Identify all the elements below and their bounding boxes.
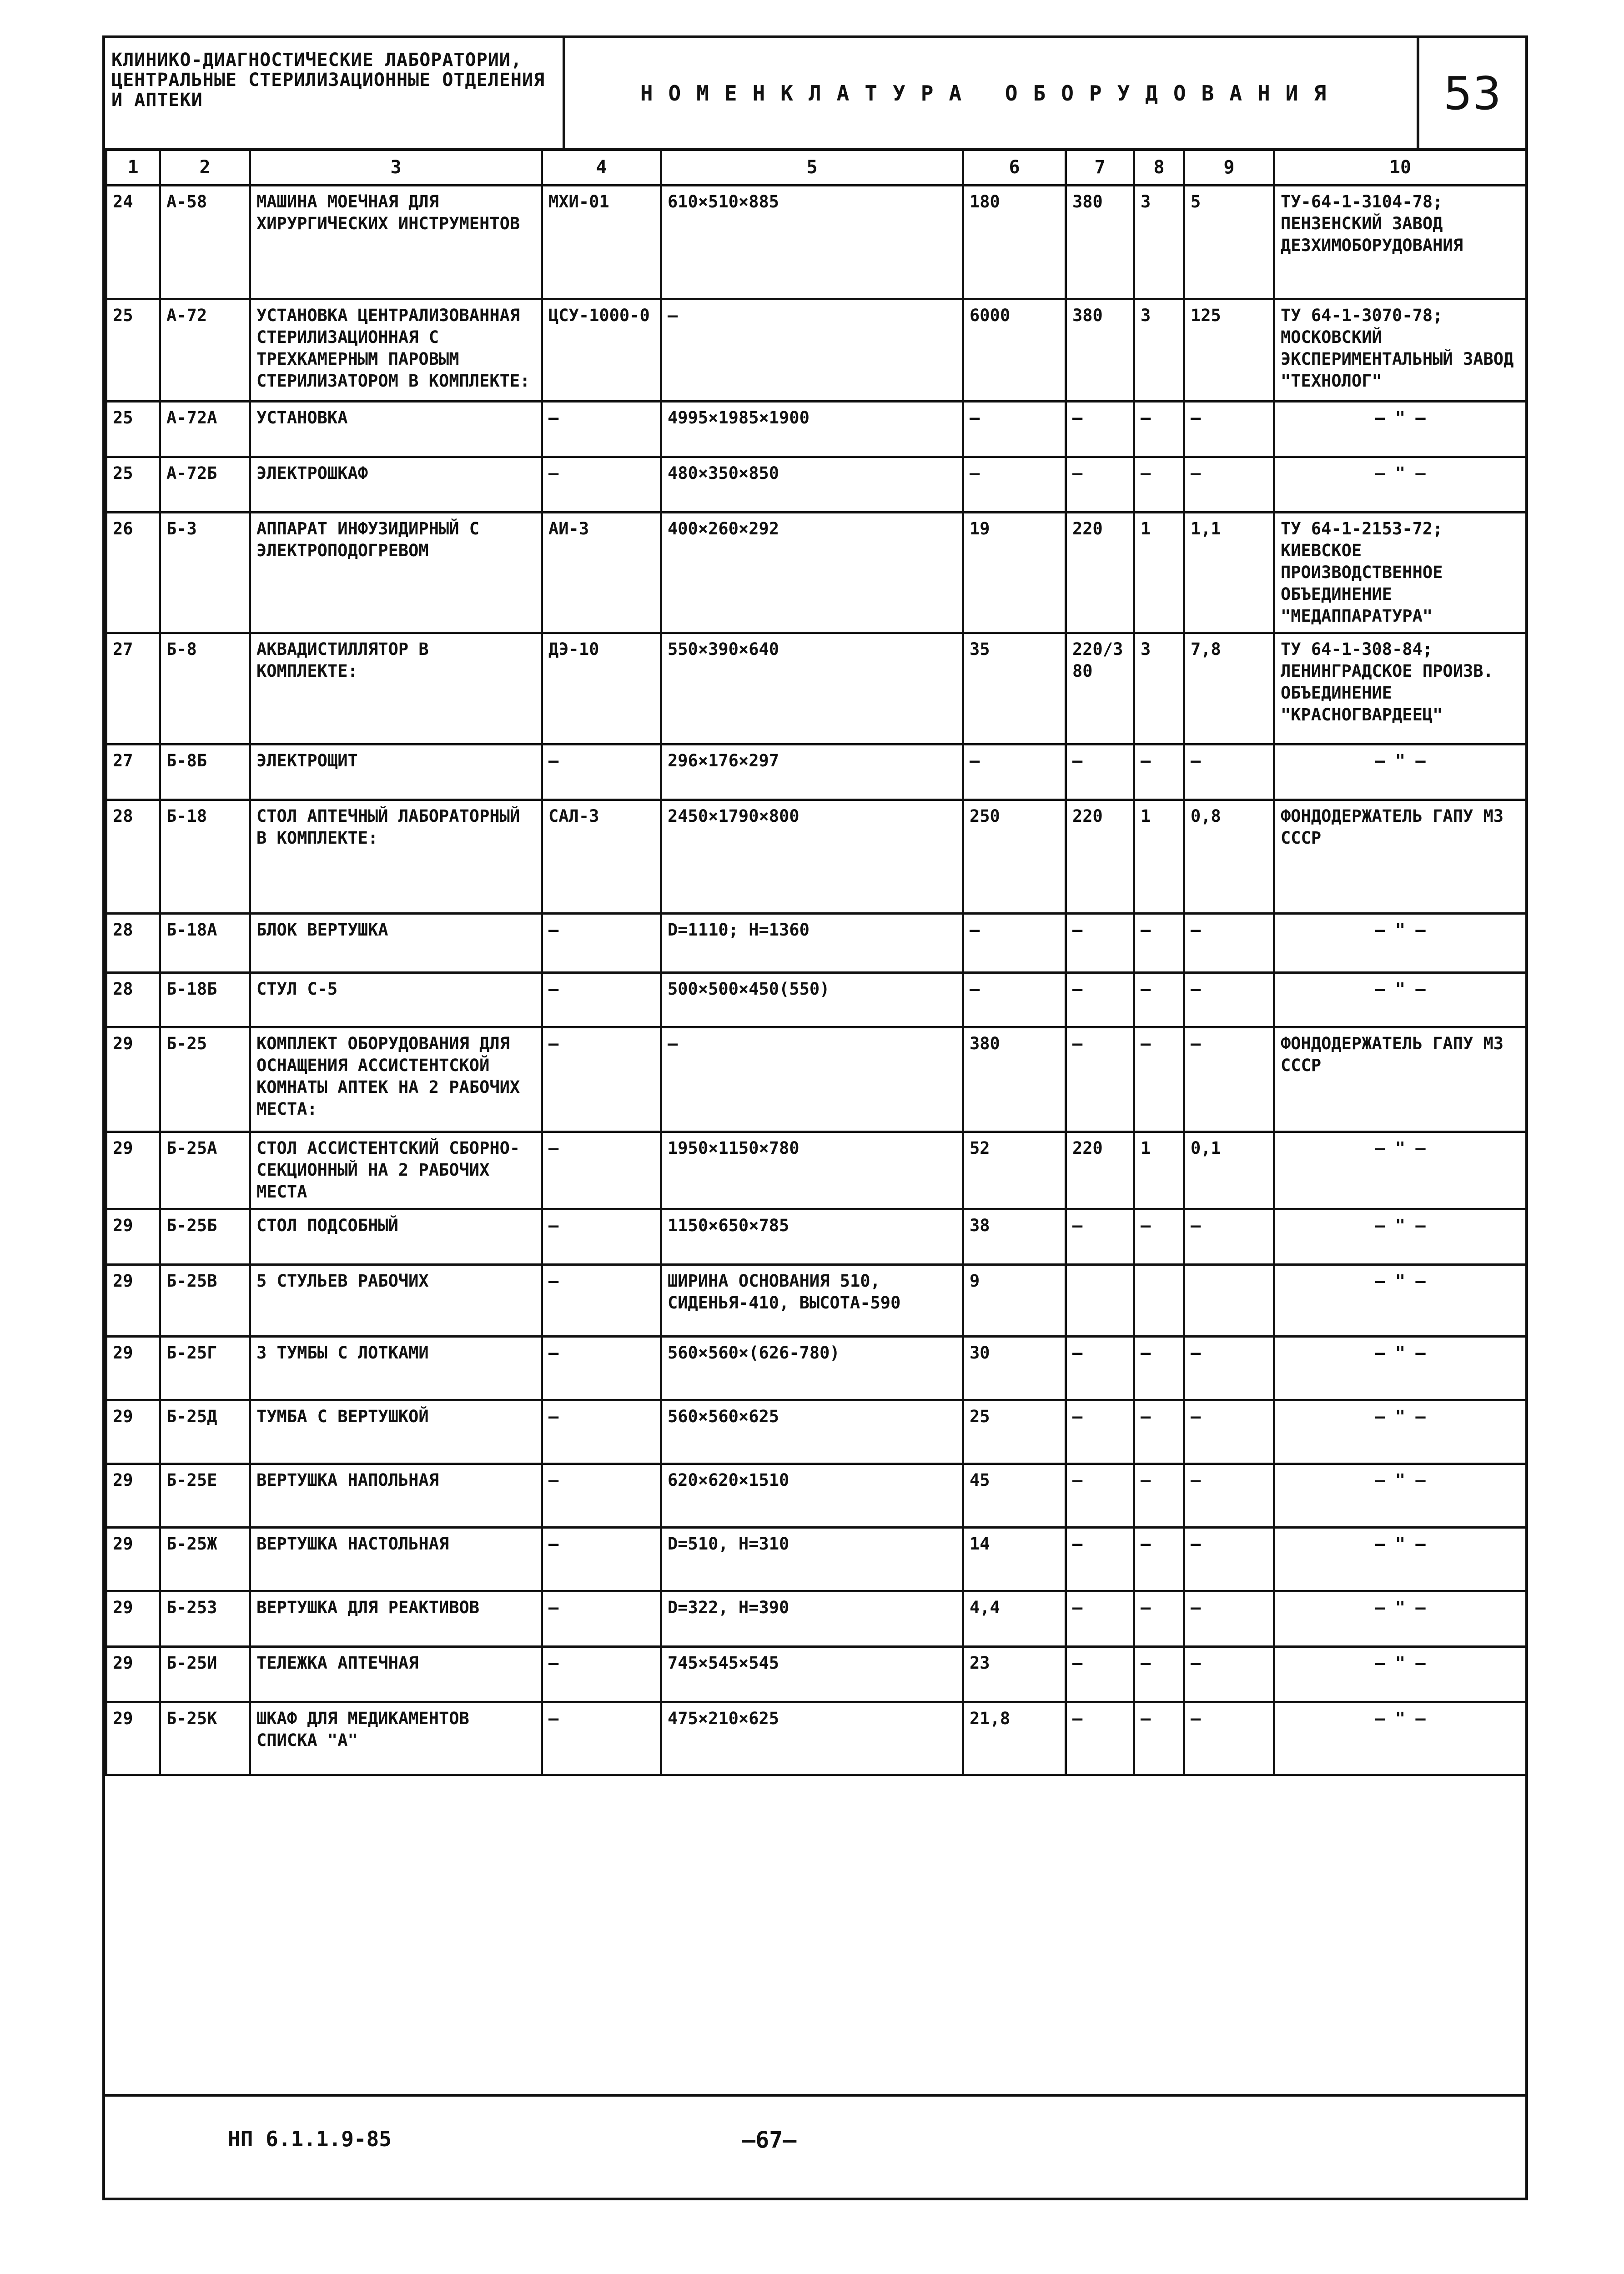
- voltage: 380: [1066, 299, 1134, 402]
- model: —: [542, 1132, 661, 1209]
- model: —: [542, 457, 661, 513]
- equipment-code: А-72А: [160, 402, 250, 457]
- supplier-notes: — " —: [1274, 1702, 1527, 1775]
- weight: 6000: [963, 299, 1066, 402]
- row-number: 25: [106, 402, 160, 457]
- voltage: —: [1066, 1337, 1134, 1400]
- equipment-name: 5 СТУЛЬЕВ РАБОЧИХ: [250, 1265, 542, 1337]
- column-number-row: [106, 150, 1527, 186]
- phases: 3: [1134, 186, 1184, 299]
- equipment-code: Б-25Б: [160, 1209, 250, 1265]
- column-number: 9: [1184, 150, 1274, 186]
- supplier-notes: — " —: [1274, 1337, 1527, 1400]
- equipment-name: СТОЛ АССИСТЕНТСКИЙ СБОРНО-СЕКЦИОННЫЙ НА 2 РАБОЧИХ МЕСТА: [250, 1132, 542, 1209]
- equipment-code: Б-25Ж: [160, 1528, 250, 1591]
- supplier-notes: — " —: [1274, 1132, 1527, 1209]
- dimensions: 4995×1985×1900: [661, 402, 963, 457]
- supplier-notes: — " —: [1274, 402, 1527, 457]
- row-number: 29: [106, 1702, 160, 1775]
- supplier-notes: — " —: [1274, 914, 1527, 973]
- table-row: [106, 1027, 1527, 1132]
- phases: —: [1134, 1027, 1184, 1132]
- model: —: [542, 1400, 661, 1464]
- table-row: [106, 745, 1527, 800]
- dimensions: —: [661, 1027, 963, 1132]
- phases: —: [1134, 745, 1184, 800]
- model: —: [542, 402, 661, 457]
- equipment-code: Б-25И: [160, 1647, 250, 1702]
- column-number: 7: [1066, 150, 1134, 186]
- row-number: 29: [106, 1265, 160, 1337]
- phases: 1: [1134, 800, 1184, 914]
- supplier-notes: ТУ 64-1-308-84; ЛЕНИНГРАДСКОЕ ПРОИЗВ. ОБЪЕДИНЕНИЕ "КРАСНОГВАРДЕЕЦ": [1274, 633, 1527, 745]
- row-number: 28: [106, 914, 160, 973]
- weight: 23: [963, 1647, 1066, 1702]
- column-number: 2: [160, 150, 250, 186]
- dimensions: 1950×1150×780: [661, 1132, 963, 1209]
- row-number: 29: [106, 1209, 160, 1265]
- supplier-notes: ТУ 64-1-2153-72; КИЕВСКОЕ ПРОИЗВОДСТВЕННОЕ ОБЪЕДИНЕНИЕ "МЕДАППАРАТУРА": [1274, 513, 1527, 633]
- power: —: [1184, 1400, 1274, 1464]
- dimensions: 296×176×297: [661, 745, 963, 800]
- row-number: 26: [106, 513, 160, 633]
- phases: —: [1134, 1464, 1184, 1528]
- row-number: 24: [106, 186, 160, 299]
- equipment-name: ВЕРТУШКА ДЛЯ РЕАКТИВОВ: [250, 1591, 542, 1647]
- equipment-name: ШКАФ ДЛЯ МЕДИКАМЕНТОВ СПИСКА "А": [250, 1702, 542, 1775]
- supplier-notes: — " —: [1274, 1464, 1527, 1528]
- voltage: —: [1066, 745, 1134, 800]
- equipment-name: 3 ТУМБЫ С ЛОТКАМИ: [250, 1337, 542, 1400]
- supplier-notes: ФОНДОДЕРЖАТЕЛЬ ГАПУ МЗ СССР: [1274, 800, 1527, 914]
- column-number: 8: [1134, 150, 1184, 186]
- table-row: [106, 800, 1527, 914]
- voltage: —: [1066, 1702, 1134, 1775]
- column-number: 1: [106, 150, 160, 186]
- power: —: [1184, 745, 1274, 800]
- table-row: [106, 914, 1527, 973]
- weight: —: [963, 457, 1066, 513]
- table-row: [106, 299, 1527, 402]
- power: —: [1184, 1027, 1274, 1132]
- dimensions: 560×560×625: [661, 1400, 963, 1464]
- weight: —: [963, 745, 1066, 800]
- power: —: [1184, 457, 1274, 513]
- table-row: [106, 1337, 1527, 1400]
- dimensions: —: [661, 299, 963, 402]
- phases: —: [1134, 457, 1184, 513]
- equipment-name: УСТАНОВКА: [250, 402, 542, 457]
- row-number: 29: [106, 1400, 160, 1464]
- supplier-notes: — " —: [1274, 745, 1527, 800]
- model: —: [542, 973, 661, 1027]
- power: 125: [1184, 299, 1274, 402]
- table-row: [106, 1591, 1527, 1647]
- voltage: —: [1066, 914, 1134, 973]
- table-row: [106, 1209, 1527, 1265]
- supplier-notes: — " —: [1274, 1591, 1527, 1647]
- row-number: 25: [106, 299, 160, 402]
- equipment-name: АППАРАТ ИНФУЗИДИРНЫЙ С ЭЛЕКТРОПОДОГРЕВОМ: [250, 513, 542, 633]
- row-number: 29: [106, 1647, 160, 1702]
- power: —: [1184, 402, 1274, 457]
- model: —: [542, 1209, 661, 1265]
- phases: —: [1134, 1209, 1184, 1265]
- phases: —: [1134, 1647, 1184, 1702]
- phases: 3: [1134, 633, 1184, 745]
- document-sheet: [102, 35, 1528, 2200]
- model: —: [542, 1464, 661, 1528]
- phases: 3: [1134, 299, 1184, 402]
- dimensions: ШИРИНА ОСНОВАНИЯ 510, СИДЕНЬЯ-410, ВЫСОТА-590: [661, 1265, 963, 1337]
- equipment-code: Б-3: [160, 513, 250, 633]
- weight: —: [963, 914, 1066, 973]
- equipment-code: Б-18А: [160, 914, 250, 973]
- power: —: [1184, 1528, 1274, 1591]
- voltage: [1066, 1265, 1134, 1337]
- model: САЛ-3: [542, 800, 661, 914]
- voltage: —: [1066, 973, 1134, 1027]
- column-number: 6: [963, 150, 1066, 186]
- weight: 4,4: [963, 1591, 1066, 1647]
- voltage: —: [1066, 402, 1134, 457]
- power: —: [1184, 1647, 1274, 1702]
- weight: 19: [963, 513, 1066, 633]
- power: —: [1184, 973, 1274, 1027]
- row-number: 29: [106, 1027, 160, 1132]
- weight: 38: [963, 1209, 1066, 1265]
- equipment-name: МАШИНА МОЕЧНАЯ ДЛЯ ХИРУРГИЧЕСКИХ ИНСТРУМЕНТОВ: [250, 186, 542, 299]
- page-number: —67—: [742, 2127, 797, 2153]
- row-number: 27: [106, 745, 160, 800]
- supplier-notes: — " —: [1274, 1647, 1527, 1702]
- voltage: 220: [1066, 1132, 1134, 1209]
- equipment-name: КОМПЛЕКТ ОБОРУДОВАНИЯ ДЛЯ ОСНАЩЕНИЯ АССИСТЕНТСКОЙ КОМНАТЫ АПТЕК НА 2 РАБОЧИХ МЕСТА:: [250, 1027, 542, 1132]
- power: —: [1184, 914, 1274, 973]
- supplier-notes: — " —: [1274, 1400, 1527, 1464]
- equipment-code: Б-25В: [160, 1265, 250, 1337]
- table-row: [106, 1265, 1527, 1337]
- power: 1,1: [1184, 513, 1274, 633]
- power: —: [1184, 1591, 1274, 1647]
- voltage: —: [1066, 1400, 1134, 1464]
- weight: 30: [963, 1337, 1066, 1400]
- power: —: [1184, 1702, 1274, 1775]
- dimensions: D=510, H=310: [661, 1528, 963, 1591]
- weight: 14: [963, 1528, 1066, 1591]
- table-body: [106, 186, 1527, 1775]
- table-row: [106, 1400, 1527, 1464]
- phases: —: [1134, 914, 1184, 973]
- supplier-notes: — " —: [1274, 1209, 1527, 1265]
- phases: —: [1134, 1702, 1184, 1775]
- equipment-code: Б-25Г: [160, 1337, 250, 1400]
- column-number: 5: [661, 150, 963, 186]
- voltage: 220: [1066, 800, 1134, 914]
- model: —: [542, 1647, 661, 1702]
- table-row: [106, 186, 1527, 299]
- phases: —: [1134, 402, 1184, 457]
- power: 5: [1184, 186, 1274, 299]
- document-code: НП 6.1.1.9-85: [228, 2127, 392, 2151]
- dimensions: 500×500×450(550): [661, 973, 963, 1027]
- voltage: —: [1066, 1209, 1134, 1265]
- table-row: [106, 1132, 1527, 1209]
- model: ДЭ-10: [542, 633, 661, 745]
- supplier-notes: — " —: [1274, 1528, 1527, 1591]
- weight: 380: [963, 1027, 1066, 1132]
- power: 7,8: [1184, 633, 1274, 745]
- model: —: [542, 1591, 661, 1647]
- equipment-name: ВЕРТУШКА НАСТОЛЬНАЯ: [250, 1528, 542, 1591]
- weight: 25: [963, 1400, 1066, 1464]
- row-number: 28: [106, 800, 160, 914]
- model: АИ-3: [542, 513, 661, 633]
- weight: 250: [963, 800, 1066, 914]
- equipment-code: Б-25Д: [160, 1400, 250, 1464]
- equipment-code: Б-8: [160, 633, 250, 745]
- phases: —: [1134, 1400, 1184, 1464]
- supplier-notes: — " —: [1274, 973, 1527, 1027]
- dimensions: 550×390×640: [661, 633, 963, 745]
- voltage: 380: [1066, 186, 1134, 299]
- footer: [105, 2094, 1525, 2200]
- power: 0,1: [1184, 1132, 1274, 1209]
- equipment-code: А-72Б: [160, 457, 250, 513]
- phases: [1134, 1265, 1184, 1337]
- dimensions: D=322, H=390: [661, 1591, 963, 1647]
- equipment-code: Б-18Б: [160, 973, 250, 1027]
- row-number: 29: [106, 1132, 160, 1209]
- column-number: 4: [542, 150, 661, 186]
- table-row: [106, 1647, 1527, 1702]
- equipment-name: БЛОК ВЕРТУШКА: [250, 914, 542, 973]
- model: —: [542, 1337, 661, 1400]
- model: —: [542, 1265, 661, 1337]
- weight: 21,8: [963, 1702, 1066, 1775]
- phases: 1: [1134, 513, 1184, 633]
- weight: 35: [963, 633, 1066, 745]
- supplier-notes: ТУ 64-1-3070-78; МОСКОВСКИЙ ЭКСПЕРИМЕНТАЛЬНЫЙ ЗАВОД "ТЕХНОЛОГ": [1274, 299, 1527, 402]
- column-number: 3: [250, 150, 542, 186]
- phases: —: [1134, 1337, 1184, 1400]
- equipment-name: ТЕЛЕЖКА АПТЕЧНАЯ: [250, 1647, 542, 1702]
- dimensions: D=1110; H=1360: [661, 914, 963, 973]
- model: —: [542, 914, 661, 973]
- model: МХИ-01: [542, 186, 661, 299]
- dimensions: 745×545×545: [661, 1647, 963, 1702]
- voltage: —: [1066, 1027, 1134, 1132]
- power: [1184, 1265, 1274, 1337]
- dimensions: 2450×1790×800: [661, 800, 963, 914]
- weight: —: [963, 973, 1066, 1027]
- row-number: 29: [106, 1464, 160, 1528]
- weight: 52: [963, 1132, 1066, 1209]
- weight: 180: [963, 186, 1066, 299]
- row-number: 29: [106, 1591, 160, 1647]
- dimensions: 610×510×885: [661, 186, 963, 299]
- table-row: [106, 633, 1527, 745]
- model: —: [542, 1702, 661, 1775]
- table-row: [106, 1702, 1527, 1775]
- table-row: [106, 513, 1527, 633]
- table-row: [106, 1528, 1527, 1591]
- power: —: [1184, 1464, 1274, 1528]
- sheet-number: 53: [1443, 66, 1502, 120]
- equipment-table: [105, 148, 1528, 1776]
- equipment-code: Б-25К: [160, 1702, 250, 1775]
- supplier-notes: — " —: [1274, 457, 1527, 513]
- dimensions: 1150×650×785: [661, 1209, 963, 1265]
- dimensions: 620×620×1510: [661, 1464, 963, 1528]
- voltage: —: [1066, 1647, 1134, 1702]
- row-number: 29: [106, 1528, 160, 1591]
- title-block: [105, 38, 1525, 151]
- dimensions: 480×350×850: [661, 457, 963, 513]
- equipment-name: СТУЛ С-5: [250, 973, 542, 1027]
- document-title: НОМЕНКЛАТУРА ОБОРУДОВАНИЯ: [565, 38, 1419, 148]
- supplier-notes: ТУ-64-1-3104-78; ПЕНЗЕНСКИЙ ЗАВОД ДЕЗХИМОБОРУДОВАНИЯ: [1274, 186, 1527, 299]
- equipment-name: ТУМБА С ВЕРТУШКОЙ: [250, 1400, 542, 1464]
- table-row: [106, 973, 1527, 1027]
- model: —: [542, 1528, 661, 1591]
- row-number: 28: [106, 973, 160, 1027]
- power: —: [1184, 1209, 1274, 1265]
- equipment-code: Б-18: [160, 800, 250, 914]
- weight: —: [963, 402, 1066, 457]
- voltage: 220/380: [1066, 633, 1134, 745]
- supplier-notes: — " —: [1274, 1265, 1527, 1337]
- equipment-name: УСТАНОВКА ЦЕНТРАЛИЗОВАННАЯ СТЕРИЛИЗАЦИОННАЯ С ТРЕХКАМЕРНЫМ ПАРОВЫМ СТЕРИЛИЗАТОРОМ В КОМПЛЕКТЕ:: [250, 299, 542, 402]
- power: —: [1184, 1337, 1274, 1400]
- equipment-name: АКВАДИСТИЛЛЯТОР В КОМПЛЕКТЕ:: [250, 633, 542, 745]
- voltage: 220: [1066, 513, 1134, 633]
- column-number: 10: [1274, 150, 1527, 186]
- row-number: 25: [106, 457, 160, 513]
- equipment-name: СТОЛ АПТЕЧНЫЙ ЛАБОРАТОРНЫЙ В КОМПЛЕКТЕ:: [250, 800, 542, 914]
- equipment-code: Б-25Е: [160, 1464, 250, 1528]
- phases: —: [1134, 1591, 1184, 1647]
- voltage: —: [1066, 1528, 1134, 1591]
- row-number: 29: [106, 1337, 160, 1400]
- power: 0,8: [1184, 800, 1274, 914]
- supplier-notes: ФОНДОДЕРЖАТЕЛЬ ГАПУ МЗ СССР: [1274, 1027, 1527, 1132]
- equipment-code: Б-25: [160, 1027, 250, 1132]
- dimensions: 475×210×625: [661, 1702, 963, 1775]
- equipment-name: ЭЛЕКТРОЩИТ: [250, 745, 542, 800]
- voltage: —: [1066, 1591, 1134, 1647]
- equipment-code: Б-8Б: [160, 745, 250, 800]
- equipment-name: ВЕРТУШКА НАПОЛЬНАЯ: [250, 1464, 542, 1528]
- weight: 45: [963, 1464, 1066, 1528]
- equipment-name: СТОЛ ПОДСОБНЫЙ: [250, 1209, 542, 1265]
- equipment-code: Б-25А: [160, 1132, 250, 1209]
- dimensions: 560×560×(626-780): [661, 1337, 963, 1400]
- table-row: [106, 457, 1527, 513]
- equipment-code: Б-25З: [160, 1591, 250, 1647]
- equipment-code: А-72: [160, 299, 250, 402]
- section-name: КЛИНИКО-ДИАГНОСТИЧЕСКИЕ ЛАБОРАТОРИИ, ЦЕНТРАЛЬНЫЕ СТЕРИЛИЗАЦИОННЫЕ ОТДЕЛЕНИЯ И АПТЕКИ: [105, 38, 565, 148]
- row-number: 27: [106, 633, 160, 745]
- voltage: —: [1066, 457, 1134, 513]
- equipment-name: ЭЛЕКТРОШКАФ: [250, 457, 542, 513]
- model: ЦСУ-1000-0: [542, 299, 661, 402]
- model: —: [542, 1027, 661, 1132]
- phases: —: [1134, 1528, 1184, 1591]
- phases: —: [1134, 973, 1184, 1027]
- model: —: [542, 745, 661, 800]
- table-row: [106, 402, 1527, 457]
- equipment-code: А-58: [160, 186, 250, 299]
- table-row: [106, 1464, 1527, 1528]
- weight: 9: [963, 1265, 1066, 1337]
- dimensions: 400×260×292: [661, 513, 963, 633]
- voltage: —: [1066, 1464, 1134, 1528]
- phases: 1: [1134, 1132, 1184, 1209]
